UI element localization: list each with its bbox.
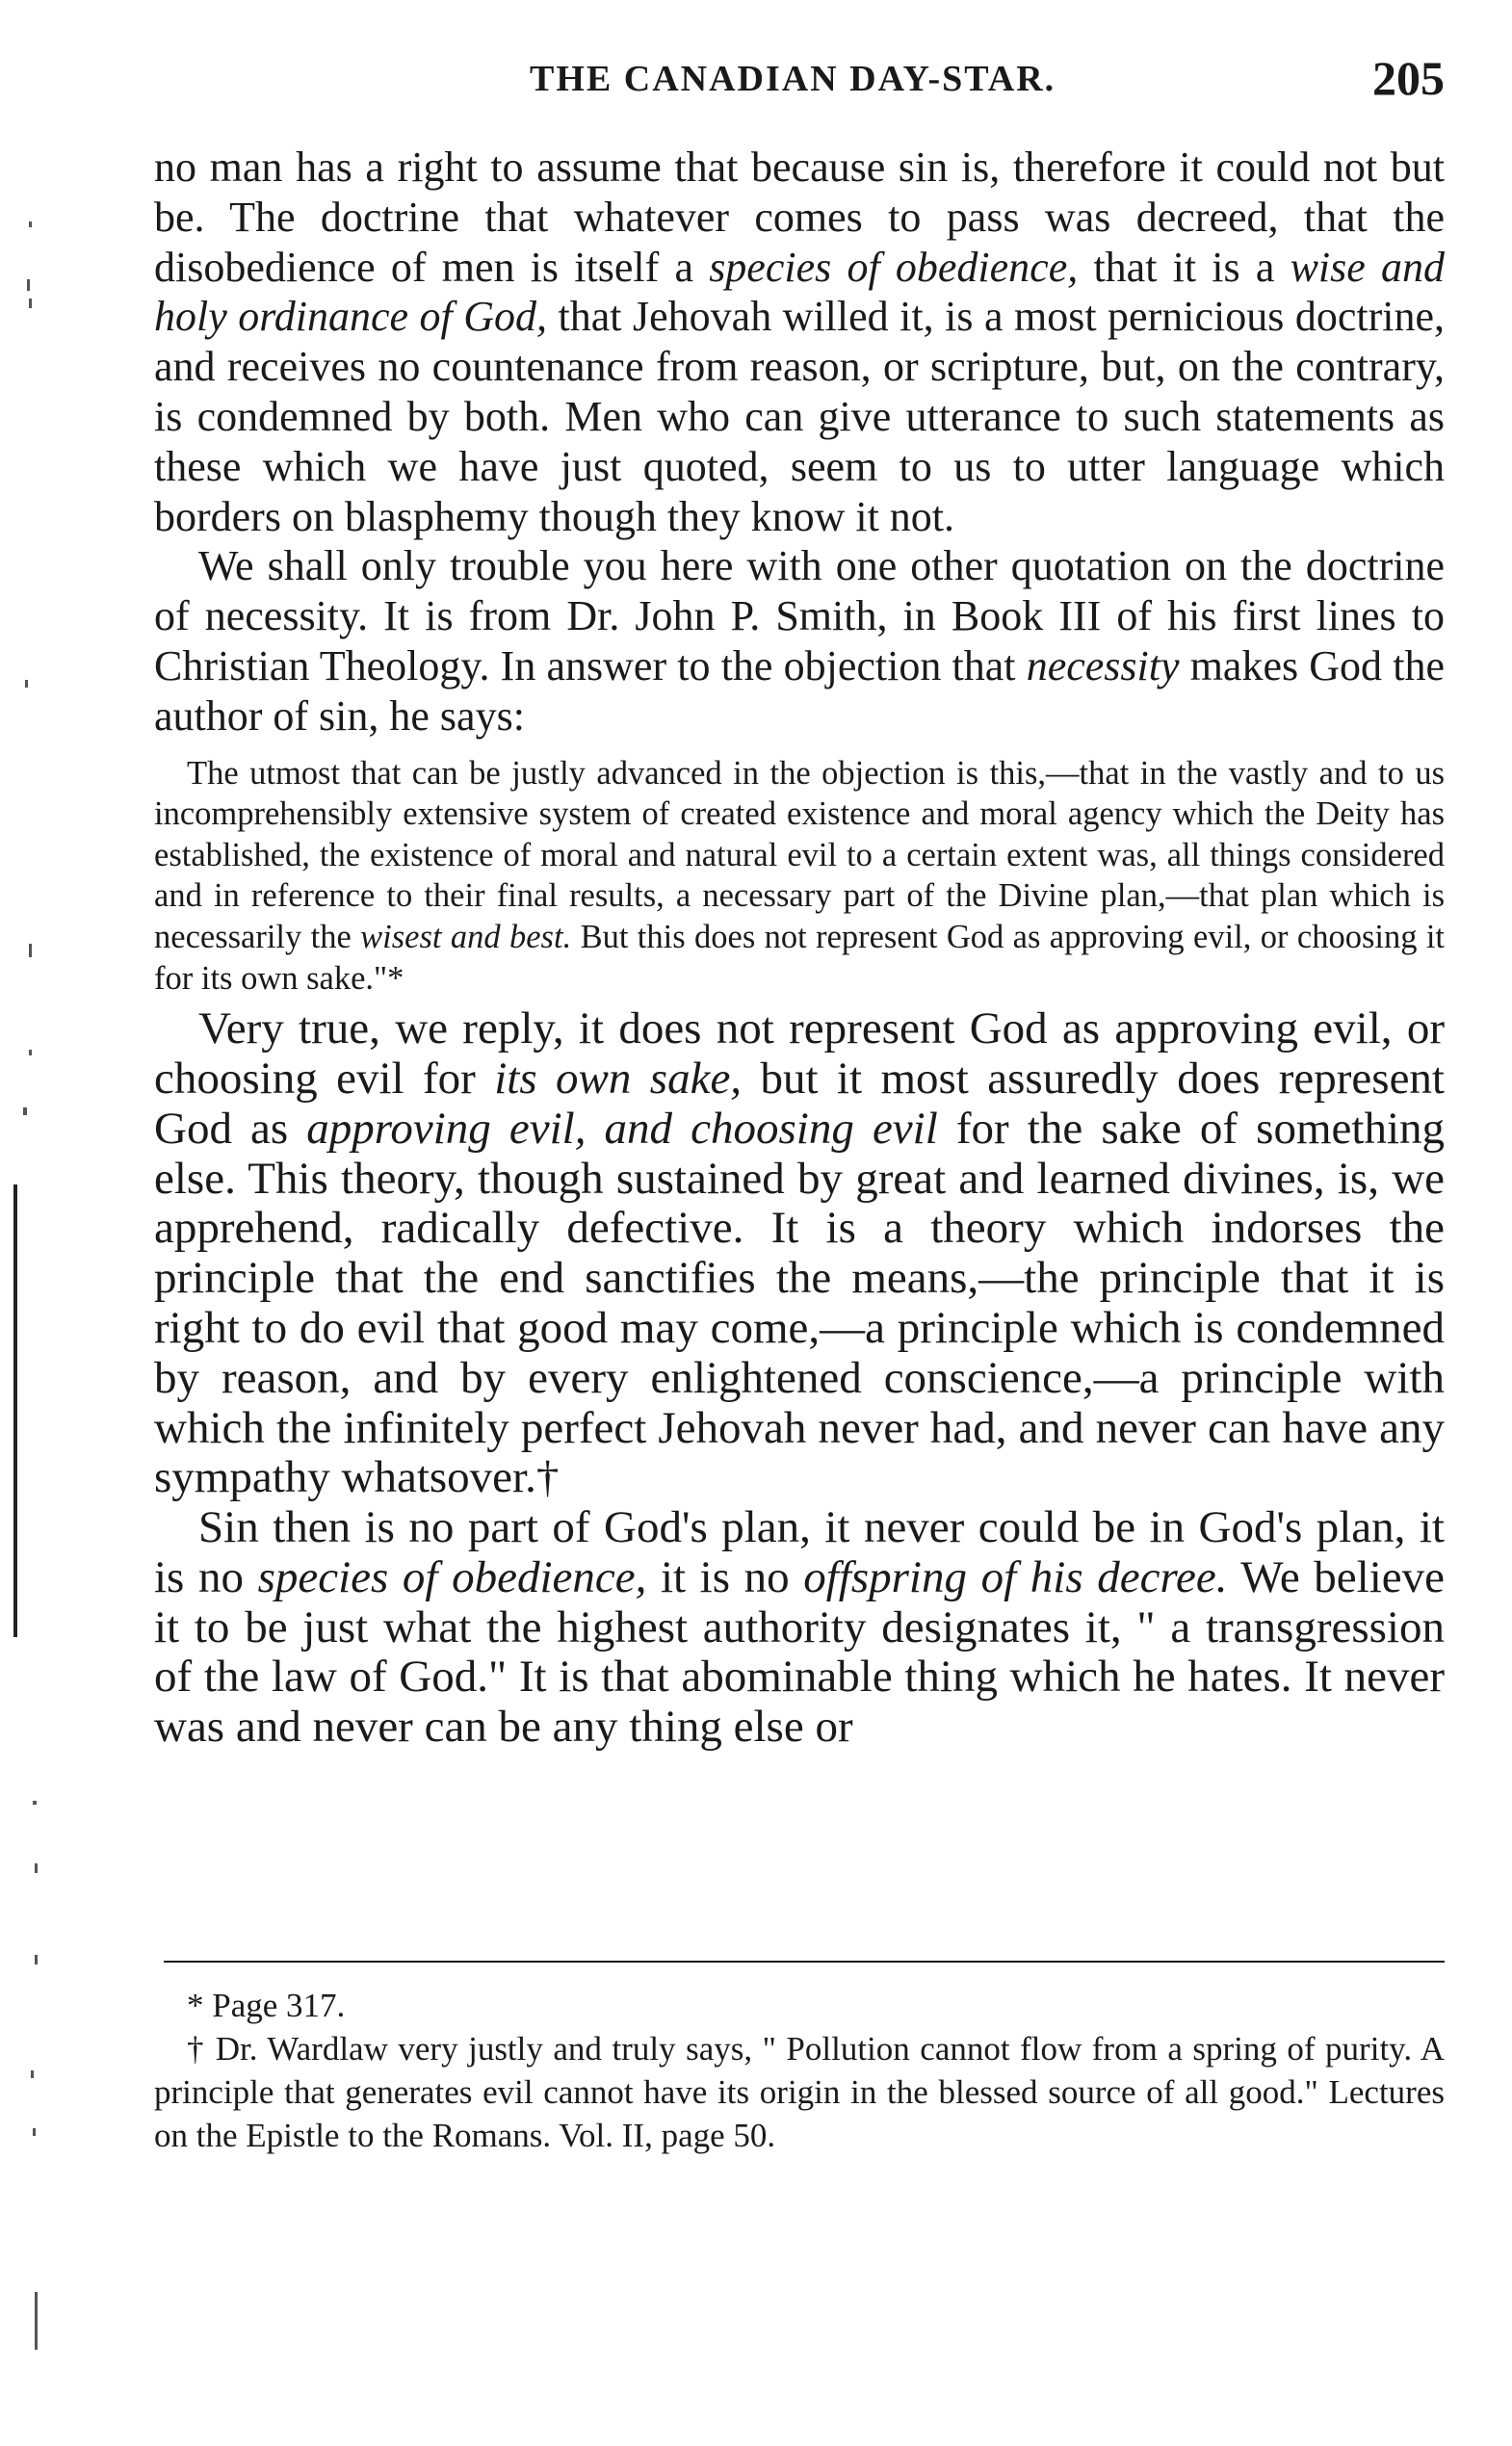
italic-text: its own sake, <box>494 1053 743 1104</box>
footnote: * Page 317. <box>187 1987 346 2024</box>
footnotes <box>154 1984 1445 2157</box>
scan-margin-marks <box>0 0 77 2446</box>
paragraph <box>154 541 1445 741</box>
text-run: Sin then is no part of God's plan, it never could be in God's plan, it is no <box>154 1502 1445 1602</box>
journal-title: THE CANADIAN DAY-STAR. <box>530 59 1056 99</box>
paragraph <box>154 1503 1445 1753</box>
italic-text: species of obedience, <box>257 1551 647 1602</box>
page-number: 205 <box>1372 51 1445 105</box>
text-run: We shall only trouble you here with one other quotation on the doctrine of necessity. It is from Dr. John P. Smith, in Book III of his first lines to Christian Theology. In answer to the objection that <box>154 542 1445 690</box>
text-run: it is no <box>646 1551 804 1602</box>
paragraph <box>154 143 1445 541</box>
text-run: But this does not represent God as approving evil, or choosing it for its own sake."* <box>154 918 1445 997</box>
footnote-rule <box>164 1961 1445 1963</box>
footnote: † Dr. Wardlaw very justly and truly says, " Pollution cannot flow from a spring of purity. A principle that generates evil cannot have its origin in the blessed source of all good." Lectures on the Epistle to the Romans. Vol. II, page 50. <box>154 2030 1445 2154</box>
italic-text: necessity <box>1026 641 1180 690</box>
running-head <box>154 50 1445 108</box>
italic-text: offspring of his decree. <box>803 1551 1228 1602</box>
text-run: no man has a right to assume that because sin is, therefore it could not but be. The doctrine that whatever comes to pass was decreed, that the disobedience of men is itself a <box>154 143 1445 291</box>
text-run: makes God the author of sin, he says: <box>154 641 1445 740</box>
paragraph <box>154 1004 1445 1503</box>
text-run: We believe it to be just what the highest authority designates it, " a transgression of the law of God." It is that abominable thing which he hates. It never was and never can be any thing else or <box>154 1551 1445 1753</box>
italic-text: wise and holy ordinance of God, <box>154 243 1446 341</box>
block-quote <box>154 742 1445 1005</box>
text-run: for the sake of something else. This theory, though sustained by great and learned divines, is, we apprehend, radically defective. It is a theory which indorses the principle that the end sanctifies the means,—the principle that it is right to do evil that good may come,—a principle which is condemned by reason, and by every enlightened conscience,—a principle with which the infinitely perfect Jehovah never had, and never can have any sympathy whatsover.† <box>154 1103 1445 1503</box>
text-run: but it most assuredly does represent God as <box>154 1053 1445 1154</box>
text-run: The utmost that can be justly advanced in the objection is this,—that in the vastly and to us incomprehensibly extensive system of created existence and moral agency which the Deity has established, the existence of moral and natural evil to a certain extent was, all things considered and in reference to their final results, a necessary part of the Divine plan,—that plan which is necessarily the <box>154 754 1445 955</box>
text-run: that Jehovah willed it, is a most pernicious doctrine, and receives no countenance from reason, or scripture, but, on the contrary, is condemned by both. Men who can give utterance to such statements as these which we have just quoted, seem to us to utter language which borders on blasphemy though they know it not. <box>154 293 1445 540</box>
italic-text: species of obedience, <box>709 243 1079 291</box>
text-run: Very true, we reply, it does not represent God as approving evil, or choosing evil for <box>154 1003 1445 1104</box>
italic-text: wisest and best. <box>360 918 572 955</box>
body-text <box>154 143 1445 1753</box>
margin-bar <box>13 1184 17 1637</box>
italic-text: approving evil, and choosing evil <box>306 1103 938 1154</box>
text-run: that it is a <box>1078 243 1290 291</box>
